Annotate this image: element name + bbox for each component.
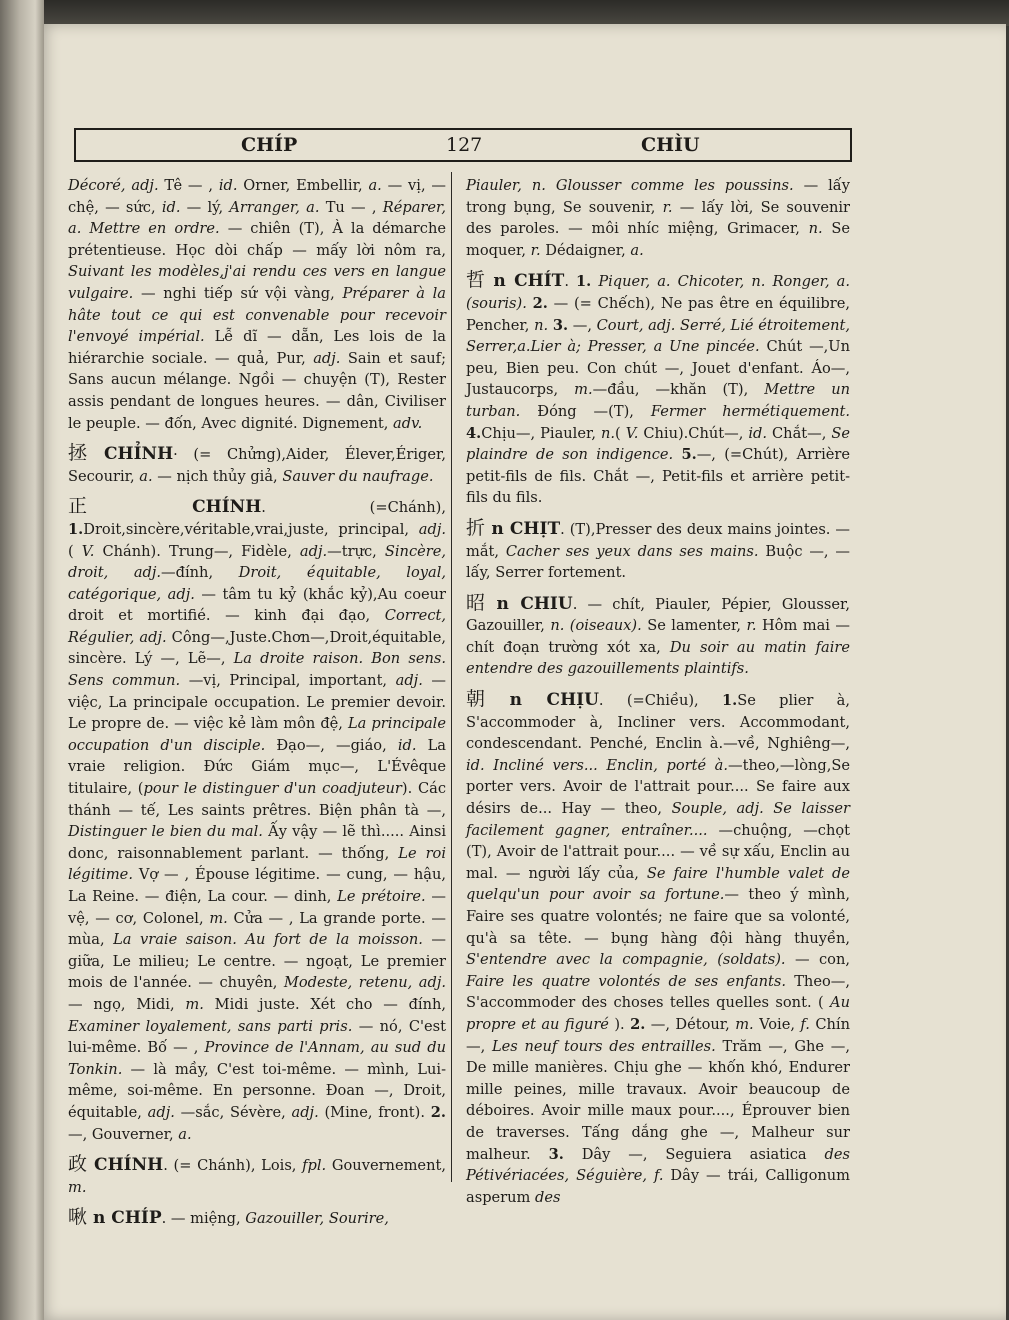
entry-text-segment: —đính, <box>161 564 239 582</box>
column-divider <box>451 172 452 1182</box>
entry-text-segment: . (=Chiều), <box>598 692 722 710</box>
entry-headword: CHÍNH <box>192 497 262 518</box>
entry-text-segment: Préparer à la hâte tout ce qui est convenable pour recevoir l'envoyé impérial. <box>68 284 446 346</box>
entry-text-segment: 1. <box>576 273 592 291</box>
entry-text-segment: Souple, adj. Se laisser facilement gagner, entraîner.... <box>466 800 850 839</box>
entry-text-segment: r. <box>746 617 757 635</box>
dictionary-entry <box>68 496 446 1145</box>
entry-chinese-character: 正 <box>68 495 187 518</box>
entry-text-segment: adj. <box>147 1103 175 1121</box>
entry-text-segment: a. <box>178 1125 192 1143</box>
entry-text-segment: Modeste, retenu, adj. <box>283 974 447 992</box>
entry-text-segment: Le prétoire. <box>337 888 426 905</box>
entry-text-segment: —vị, Principal, important, <box>180 672 396 690</box>
entry-text-segment: a. <box>630 241 644 259</box>
entry-text-segment: Faire les quatre volontés de ses enfants. <box>466 972 786 990</box>
entry-text-segment: . (T),Presser des deux mains jointes. — mắt, <box>466 520 850 560</box>
entry-text-segment: n. (oiseaux). <box>550 617 642 635</box>
entry-text-segment: Lễ dĩ — dẵn, Les lois de la hiérarchie sociale. — quả, Pur, <box>68 328 446 367</box>
entry-text-segment: — tâm tu kỷ (khắc kỷ),Au coeur droit et mortifié. — kinh đại đạo, <box>68 585 446 625</box>
entry-text-segment: Dây —, Seguiera asiatica <box>563 1145 825 1163</box>
entry-text-segment: Le roi légitime. <box>68 844 446 884</box>
entry-text-segment: fpl. <box>302 1157 327 1175</box>
entry-text-segment: Cacher ses yeux dans ses mains. <box>505 542 759 560</box>
entry-chinese-character: 拯 <box>68 442 98 465</box>
entry-text-segment: Dédaigner, <box>540 241 631 259</box>
entry-text-segment: Orner, Embellir, <box>237 177 369 194</box>
entry-text-segment: — theo ý mình, Faire ses quatre volontés; ne faire que sa volonté, qu'à sa tête. — bụng hàng đội hàng thuyền, <box>466 886 850 947</box>
dictionary-entry <box>466 593 850 680</box>
entry-text-segment: Vợ — , Épouse légitime. — cung, — hậu, La Reine. — điện, La cour. — dinh, <box>68 866 446 905</box>
entry-text-segment: —, Détour, <box>645 1015 736 1033</box>
entry-text-segment: La droite raison. Bon sens. Sens commun. <box>68 650 446 690</box>
dictionary-entry <box>466 689 850 1208</box>
entry-text-segment: — (= Chếch), Ne pas être en équilibre, Pencher, <box>466 294 850 334</box>
entry-text-segment: des Pétivériacées, Séguière, f. <box>466 1145 850 1185</box>
entry-text-segment: adv. <box>393 414 423 432</box>
entry-text-segment: —, Gouverner, <box>68 1125 179 1143</box>
entry-text-segment: V. <box>81 542 95 560</box>
entry-text-segment: ). Các thánh — tế, Les saints prêtres. Biện phân tà —, <box>68 780 446 819</box>
entry-text-segment: Midi juste. Xét cho — đính, <box>203 995 447 1013</box>
entry-text-segment: m. <box>735 1015 754 1033</box>
entry-text-segment: Hôm mai — chít đoạn trường xót xa, <box>466 617 850 656</box>
entry-text-segment: Voie, <box>753 1015 801 1033</box>
entry-text-segment: Se lamenter, <box>641 617 747 635</box>
entry-text-segment: La vraie religion. Đức Giám mục—, L'Évêque titulaire, ( <box>68 736 446 798</box>
entry-text-segment: ( <box>68 542 82 560</box>
header-left-guide-word: CHÍP <box>241 134 298 156</box>
entry-chinese-character: 朝 <box>466 688 504 711</box>
entry-text-segment: . <box>564 273 576 291</box>
entry-text-segment: Se faire l'humble valet de quelqu'un pour avoir sa fortune. <box>466 864 850 904</box>
entry-text-segment: n. <box>808 220 823 238</box>
entry-text-segment: Chút —,Un peu, Bien peu. Con chút —, Jouet d'enfant. Áo—, Justaucorps, <box>466 338 850 399</box>
entry-text-segment: Gouvernement, <box>326 1157 446 1175</box>
entry-text-segment: Court, adj. Serré, Lié étroitement, Serrer,a.Lier à; Presser, a Une pincée. <box>466 316 851 356</box>
entry-text-segment: —, <box>568 316 597 334</box>
entry-chinese-character: 哲 <box>466 269 488 292</box>
entry-text-segment: — nghi tiếp sứ vội vàng, <box>133 284 343 302</box>
entry-text-segment: id. <box>161 198 181 216</box>
entry-text-segment: pour le distinguer d'un coadjuteur <box>143 780 402 798</box>
entry-text-segment: Sauver du naufrage. <box>282 467 434 485</box>
entry-text-segment: — lấy trong bụng, Se souvenir, <box>466 177 850 216</box>
entry-text-segment: — vệ, — cơ, Colonel, <box>68 888 446 927</box>
entry-text-segment: adj. <box>291 1103 319 1121</box>
entry-text-segment: —chuộng, —chọt (T), Avoir de l'attrait pour.... — về sự xấu, Enclin au mal. — người lấy của, <box>466 821 851 882</box>
entry-text-segment: id. Incliné vers... Enclin, porté à. <box>466 756 729 774</box>
entry-text-segment: Dây — trái, Calligonum asperum <box>466 1167 850 1206</box>
entry-text-segment: 2. <box>430 1103 446 1121</box>
entry-text-segment: Arranger, a. <box>229 198 320 216</box>
entry-text-segment: Piauler, n. Glousser comme les poussins. <box>466 177 794 194</box>
entry-text-segment: Chắt—, <box>767 424 832 442</box>
entry-text-segment: — lấy lời, Se souvenir des paroles. — môi nhíc miệng, Grimacer, <box>466 198 851 238</box>
entry-text-segment: Chín —, <box>466 1015 850 1055</box>
entry-text-segment: a. <box>139 467 153 485</box>
entry-text-segment: id. <box>397 736 417 754</box>
dictionary-entry <box>466 518 850 584</box>
entry-text-segment: Distinguer le bien du mal. <box>68 823 263 841</box>
entry-text-segment: Tê — , <box>158 177 219 194</box>
entry-text-segment: 1. <box>68 520 84 538</box>
entry-text-segment: Suivant les modèles,j'ai rendu ces vers en langue vulgaire. <box>68 263 446 302</box>
entry-text-segment: m. <box>574 381 593 399</box>
entry-text-segment: — nó, C'est lui-même. Bố — , <box>68 1017 446 1057</box>
entry-text-segment: m. <box>209 909 228 927</box>
entry-text-segment: f. <box>800 1015 810 1033</box>
entry-text-segment: Đóng —(T), <box>520 402 651 420</box>
entry-text-segment: ( <box>615 424 626 442</box>
entry-text-segment: —theo,—lòng,Se porter vers. Avoir de l'attrait pour.... Se faire aux désirs de... Hay — theo, <box>466 756 850 818</box>
entry-text-segment: adj. <box>299 542 328 560</box>
entry-text-segment: Se plaindre de son indigence. <box>466 424 850 464</box>
entry-text-segment: adj. <box>313 349 341 367</box>
entry-text-segment: r. <box>662 198 673 216</box>
entry-text-segment: Đạo—, —giáo, <box>265 736 398 754</box>
dictionary-entry <box>68 443 446 487</box>
entry-text-segment: — chiên (T), À la démarche prétentieuse. Học dòi chấp — mấy lời nôm ra, <box>68 220 446 259</box>
entry-chinese-character: 折 <box>466 516 486 539</box>
entry-text-segment: Trăm —, Ghe —, De mille manières. Chịu ghe — khốn khó, Endurer mille peines, mille travaux. Avoir beaucoup de déboires. Avoir mille maux pour...., Éprouver bien de traverses. Tấng dắng ghe —, Malheur sur malheur. <box>466 1037 851 1163</box>
entry-text-segment: Se moquer, <box>466 220 850 259</box>
entry-text-segment: Chánh). Trung—, Fidèle, <box>94 542 300 560</box>
header-right-guide-word: CHÌU <box>641 134 700 156</box>
entry-text-segment: . — miệng, <box>161 1210 246 1228</box>
entry-text-segment: 1. <box>721 692 738 710</box>
entry-text-segment: — việc, La principale occupation. Le premier devoir. Le propre de. — việc kẻ làm môn đệ, <box>68 672 446 733</box>
entry-text-segment: Correct, Régulier, adj. <box>68 607 446 646</box>
entry-text-segment: adj. <box>418 520 446 538</box>
entry-chinese-character: 啾 <box>68 1206 88 1229</box>
entry-text-segment: —trực, <box>327 542 385 560</box>
entry-headword: n CHÍT <box>493 271 565 292</box>
entry-text-segment: Theo—, S'accommoder des choses telles quelles sont. ( <box>466 972 850 1012</box>
entry-text-segment: adj. <box>395 672 423 690</box>
entry-text-segment: Sain et sauf; Sans aucun mélange. Ngồi — chuyện (T), Rester assis pendant de longues heures. — dân, Civiliser le peuple. — đốn, Avec dignité. Dignement, <box>68 349 446 432</box>
entry-text-segment: La principale occupation d'un disciple. <box>68 715 446 754</box>
entry-text-segment: · (= Chửng),Aider, Élever,Ériger, Secourir, <box>68 446 446 485</box>
facing-page-edge <box>0 0 44 1320</box>
entry-text-segment: Chiu).Chút—, <box>638 424 749 442</box>
entry-text-segment: n. <box>600 424 616 442</box>
entry-text-segment: Mettre un turban. <box>466 381 850 420</box>
running-header <box>74 128 852 162</box>
entry-text-segment: id. <box>218 177 238 194</box>
entry-text-segment: V. <box>625 424 639 442</box>
entry-text-segment: 3. <box>552 316 569 334</box>
entry-headword: n CHÍP <box>93 1208 162 1229</box>
entry-text-segment: — nịch thủy giả, <box>152 467 283 485</box>
entry-text-segment: a. <box>368 177 382 194</box>
entry-text-segment: — giữa, Le milieu; Le centre. — ngoạt, Le premier mois de l'année. — chuyên, <box>68 931 446 992</box>
entry-headword: n CHỊU <box>509 690 599 711</box>
entry-text-segment: —sắc, Sévère, <box>174 1103 292 1121</box>
entry-text-segment: m. <box>185 995 204 1013</box>
entry-text-segment: des <box>535 1188 561 1206</box>
entry-text-segment: Au propre et au figuré <box>466 994 850 1033</box>
continued-entry <box>466 175 850 261</box>
entry-text-segment: r. <box>530 241 541 259</box>
entry-text-segment: (Mine, front). <box>318 1103 431 1121</box>
entry-text-segment: . (= Chánh), Lois, <box>163 1157 303 1175</box>
entry-text-segment: id. <box>748 424 768 442</box>
entry-text-segment: — lý, <box>180 198 230 216</box>
entry-text-segment: Sincère, droit, adj. <box>68 542 447 582</box>
entry-text-segment: Gazouiller, Sourire, <box>245 1210 389 1228</box>
entry-text-segment: 2. <box>630 1015 646 1033</box>
entry-text-segment: S'entendre avec la compagnie, (soldats). <box>466 951 786 969</box>
entry-text-segment: Du soir au matin faire entendre des gazouillements plaintifs. <box>466 638 850 678</box>
entry-text-segment: . (=Chánh), <box>261 499 446 517</box>
entry-text-segment: 5. <box>681 446 697 464</box>
entry-chinese-character: 昭 <box>466 591 491 614</box>
entry-text-segment: La vraie saison. Au fort de la moisson. <box>113 931 423 949</box>
left-column <box>68 175 446 1239</box>
entry-headword: n CHIU <box>496 593 573 614</box>
entry-text-segment: ). <box>608 1015 631 1033</box>
entry-text-segment: Piquer, a. Chicoter, n. Ronger, a. (souris). <box>466 273 851 312</box>
entry-text-segment: Chịu—, Piauler, <box>481 424 601 442</box>
entry-text-segment: Réparer, a. Mettre en ordre. <box>68 198 447 238</box>
continued-entry <box>68 175 446 434</box>
dictionary-entry <box>68 1154 446 1198</box>
entry-text-segment: Se plier à, S'accommoder à, Incliner vers. Accommodant, condescendant. Penché, Enclin à.—về, Nghiêng—, <box>466 692 850 753</box>
entry-text-segment: n. <box>534 316 549 334</box>
entry-text-segment: Les neuf tours des entrailles. <box>491 1037 716 1055</box>
facing-page-text-fragments <box>0 130 30 1310</box>
entry-text-segment: — là mầy, C'est toi-même. — mình, Lui-même, soi-même. En personne. Đoan —, Droit, équitable, <box>68 1060 446 1121</box>
entry-text-segment: 4. <box>466 424 482 442</box>
entry-text-segment: Tu — , <box>319 198 383 216</box>
entry-chinese-character: 政 <box>68 1153 89 1176</box>
entry-text-segment: Droit,sincère,véritable,vrai,juste, principal, <box>83 520 419 538</box>
entry-text-segment: Décoré, adj. <box>68 177 159 194</box>
entry-text-segment: Droit, équitable, loyal, catégorique, adj. <box>68 564 447 603</box>
entry-text-segment: —đầu, —khăn (T), <box>592 381 765 399</box>
entry-headword: CHỈNH <box>104 444 174 465</box>
entry-text-segment: Cửa — , La grande porte. — mùa, <box>68 909 446 949</box>
entry-text-segment: — ngọ, Midi, <box>68 995 186 1013</box>
entry-text-segment: 2. <box>532 294 548 312</box>
entry-text-segment: m. <box>68 1178 87 1196</box>
entry-text-segment: . — chít, Piauler, Pépier, Glousser, Gazouiller, <box>466 595 850 635</box>
entry-text-segment: Công—,Juste.Chơn—,Droit,équitable, sincère. Lý —, Lẽ—, <box>68 628 446 668</box>
entry-text-segment: Examiner loyalement, sans parti pris. <box>68 1017 353 1035</box>
entry-text-segment: — vị, — chệ, — sức, <box>68 177 447 216</box>
entry-headword: CHÍNH <box>94 1155 164 1176</box>
dictionary-entry <box>68 1207 446 1230</box>
dictionary-entry <box>466 270 850 509</box>
entry-text-segment: Fermer hermétiquement. <box>650 402 850 420</box>
right-column <box>466 175 850 1217</box>
entry-text-segment: Province de l'Annam, au sud du Tonkin. <box>68 1039 446 1078</box>
page-number: 127 <box>446 134 483 156</box>
entry-text-segment: 3. <box>548 1145 564 1163</box>
book-top-edge <box>0 0 1009 26</box>
entry-text-segment: — con, <box>785 951 850 969</box>
entry-text-segment: Ấy vậy — lẽ thì..... Ainsi donc, raisonnablement parlant. — thống, <box>68 823 447 862</box>
entry-headword: n CHỊT <box>491 518 561 539</box>
entry-text-segment: Buộc —, — lấy, Serrer fortement. <box>466 542 850 582</box>
entry-text-segment: —, (=Chút), Arrière petit-fils de fils. Chắt —, Petit-fils et arrière petit-fils du fils. <box>466 446 850 507</box>
